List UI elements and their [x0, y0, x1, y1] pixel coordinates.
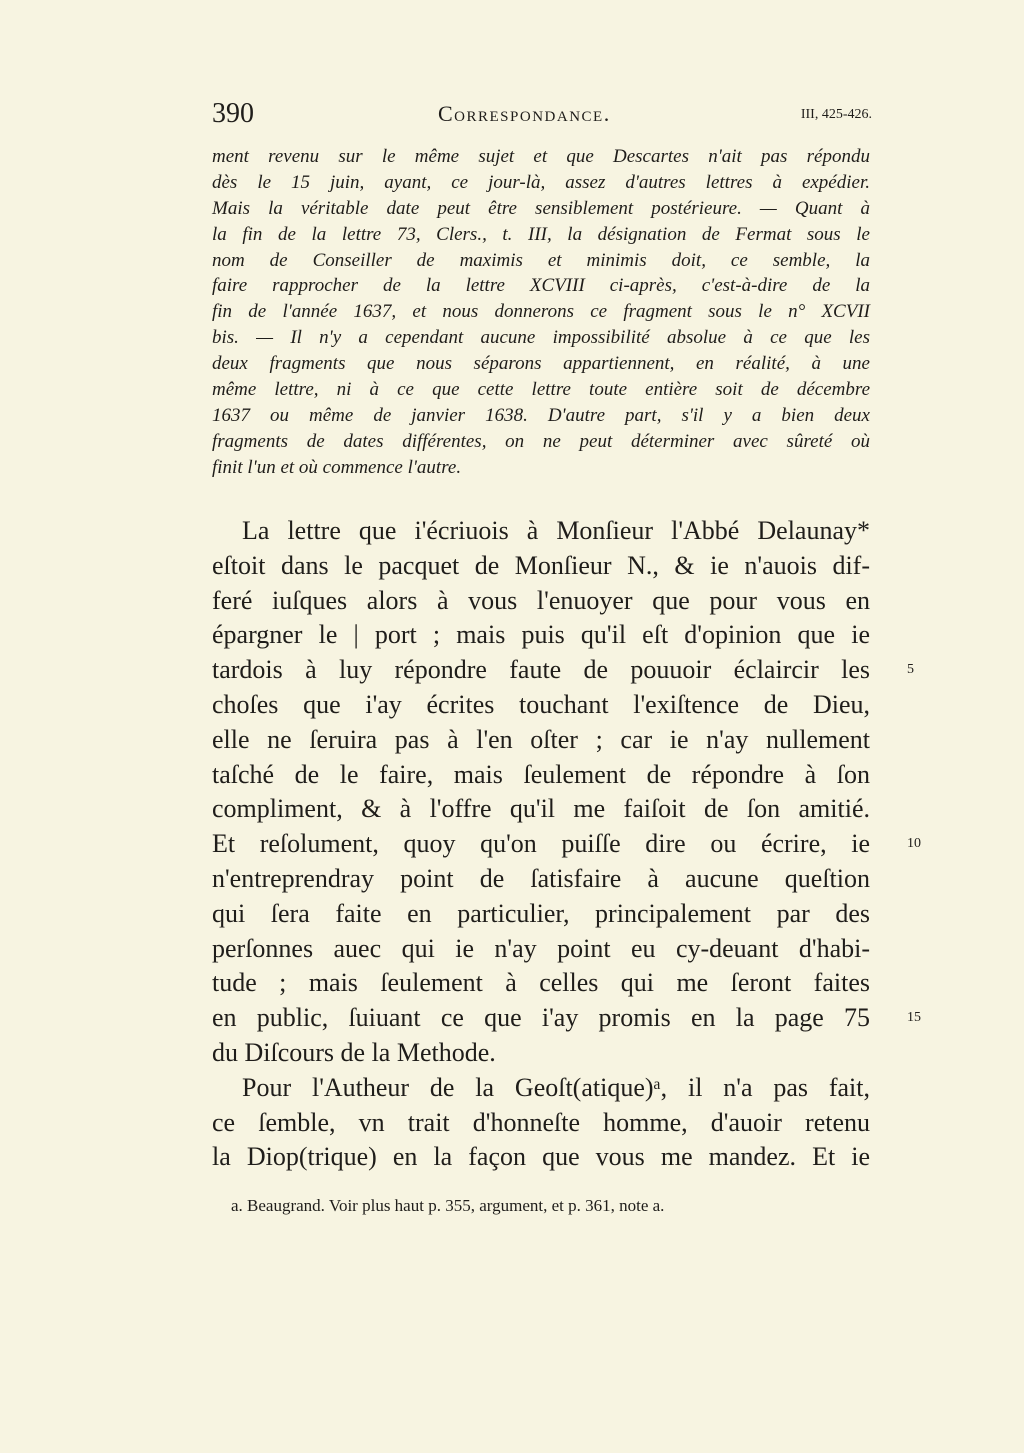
- note-line: faire rapprocher de la lettre XCVIII ci-après, c'est-à-dire de la: [212, 275, 870, 297]
- text-line-content: ce ſemble, vn trait d'honneſte homme, d'auoir retenu: [212, 1107, 870, 1137]
- note-line: nom de Conseiller de maximis et minimis doit, ce semble, la: [212, 249, 870, 271]
- text-line: [212, 514, 870, 549]
- text-line-content: Pour l'Autheur de la Geoſt(atique)ᵃ, il n'a pas fait,: [242, 1072, 870, 1102]
- text-line: [212, 1106, 870, 1141]
- note-line: bis. — Il n'y a cependant aucune impossibilité absolue à ce que les: [212, 327, 870, 349]
- text-line-content: qui ſera faite en particulier, principalement par des: [212, 898, 870, 928]
- text-line: [212, 932, 870, 967]
- note-line: Mais la véritable date peut être sensiblement postérieure. — Quant à: [212, 197, 870, 219]
- text-line: [212, 1036, 870, 1071]
- running-title: Correspondance.: [438, 101, 611, 126]
- text-line: [212, 966, 870, 1001]
- note-line: ment revenu sur le même sujet et que Descartes n'ait pas répondu: [212, 146, 870, 167]
- note-line: fin de l'année 1637, et nous donnerons ce fragment sous le n° XCVII: [212, 301, 870, 323]
- text-line-content: elle ne ſeruira pas à l'en oſter ; car ie n'ay nullement: [212, 724, 870, 754]
- note-line: même lettre, ni à ce que cette lettre toute entière soit de décembre: [212, 379, 870, 401]
- note-line: 1637 ou même de janvier 1638. D'autre part, s'il y a bien deux: [212, 404, 870, 426]
- page-number: 390: [212, 98, 254, 129]
- text-line-content: compliment, & à l'offre qu'il me faiſoit de ſon amitié.: [212, 794, 870, 824]
- text-line: [212, 1140, 870, 1175]
- editorial-note: [212, 144, 870, 481]
- text-line: [212, 688, 870, 723]
- text-line: [212, 723, 870, 758]
- text-line: [212, 792, 870, 827]
- text-line-content: épargner le | port ; mais puis qu'il eſt d'opinion que ie: [212, 620, 870, 650]
- text-line-content: choſes que i'ay écrites touchant l'exiſtence de Dieu,: [212, 689, 870, 719]
- text-line: [212, 1071, 870, 1106]
- text-line-content: La lettre que i'écriuois à Monſieur l'Abbé Delaunay*: [242, 516, 870, 545]
- text-line-content: Et reſolument, quoy qu'on puiſſe dire ou écrire, ie: [212, 829, 870, 859]
- text-line: [212, 897, 870, 932]
- text-line: [212, 653, 914, 688]
- text-line-content: taſché de le faire, mais ſeulement de répondre à ſon: [212, 759, 870, 789]
- note-line: deux fragments que nous séparons appartiennent, en réalité, à une: [212, 353, 870, 375]
- text-line: [212, 862, 870, 897]
- note-line: finit l'un et où commence l'autre.: [212, 456, 462, 478]
- note-line: fragments de dates différentes, on ne peut déterminer avec sûreté où: [212, 430, 870, 452]
- line-number: 5: [907, 662, 914, 678]
- running-reference: III, 425-426.: [800, 107, 872, 122]
- text-line-content: feré iuſques alors à vous l'enuoyer que pour vous en: [212, 585, 870, 615]
- text-line: [212, 618, 870, 653]
- text-line-content: du Diſcours de la Methode.: [212, 1037, 496, 1067]
- text-line-content: en public, ſuiuant ce que i'ay promis en la page 75: [212, 1003, 870, 1033]
- text-line: [212, 549, 870, 584]
- text-line: [212, 758, 870, 793]
- text-line: [212, 1001, 921, 1036]
- text-line-content: perſonnes auec qui ie n'ay point eu cy-deuant d'habi-: [212, 933, 870, 963]
- text-line-content: eſtoit dans le pacquet de Monſieur N., & ie n'auois dif-: [212, 550, 870, 580]
- letter-text: [212, 514, 921, 1175]
- line-number: 15: [907, 1010, 921, 1026]
- text-line: [212, 584, 870, 619]
- note-line: dès le 15 juin, ayant, ce jour-là, assez d'autres lettres à expédier.: [212, 171, 870, 193]
- note-line: la fin de la lettre 73, Clers., t. III, la désignation de Fermat sous le: [212, 223, 870, 245]
- text-line: [212, 827, 921, 862]
- footnote: a. Beaugrand. Voir plus haut p. 355, argument, et p. 361, note a.: [231, 1196, 665, 1215]
- text-line-content: tardois à luy répondre faute de pouuoir éclaircir les: [212, 655, 870, 685]
- line-number: 10: [907, 836, 921, 852]
- text-line-content: tude ; mais ſeulement à celles qui me ſeront faites: [212, 968, 870, 998]
- running-head: [212, 98, 872, 130]
- text-line-content: n'entreprendray point de ſatisfaire à aucune queſtion: [212, 863, 870, 893]
- text-line-content: la Diop(trique) en la façon que vous me mandez. Et ie: [212, 1142, 870, 1172]
